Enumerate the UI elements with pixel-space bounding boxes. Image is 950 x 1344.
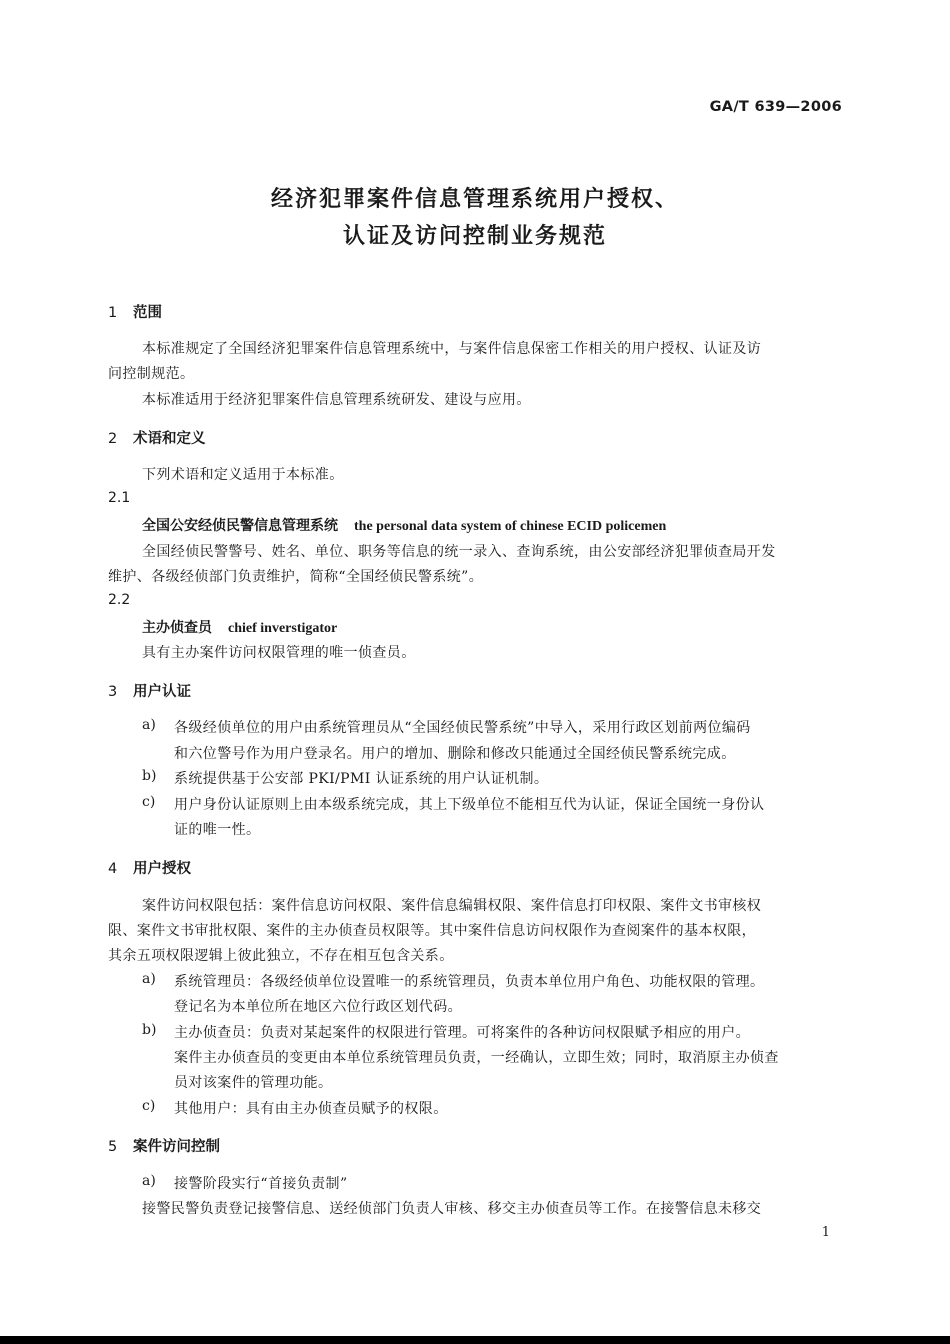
section-5-heading [108,1135,220,1156]
paragraph-line: 下列术语和定义适用于本标准。 [142,467,344,483]
term-chinese: 全国公安经侦民警信息管理系统 [142,518,338,534]
standard-number: GA/T 639—2006 [709,99,842,115]
paragraph-line: 限、案件文书审批权限、案件的主办侦查员权限等。其中案件信息访问权限作为查阅案件的基本权限， [108,923,756,939]
list-marker: c) [142,1098,156,1114]
list-marker: b) [142,768,157,784]
term-english: chief inverstigator [228,621,338,636]
paragraph-line: 维护、各级经侦部门负责维护，简称“全国经侦民警系统”。 [108,569,484,585]
document-title-line-2: 认证及访问控制业务规范 [342,224,607,249]
section-number: 4 [108,861,118,877]
term-english: the personal data system of chinese ECID policemen [354,519,667,534]
list-item-line: 登记名为本单位所在地区六位行政区划代码。 [174,999,462,1015]
section-title: 用户授权 [133,861,191,877]
section-title: 范围 [133,305,162,321]
section-2-heading [108,427,206,448]
document-title-line-1: 经济犯罪案件信息管理系统用户授权、 [270,187,679,212]
list-marker: c) [142,794,156,810]
list-item-line: 其他用户：具有由主办侦查员赋予的权限。 [174,1101,448,1117]
paragraph-line: 问控制规范。 [108,366,195,382]
list-marker: a) [142,717,156,733]
section-number: 5 [108,1139,118,1155]
section-title: 术语和定义 [133,431,206,447]
paragraph-line: 接警民警负责登记接警信息、送经侦部门负责人审核、移交主办侦查员等工作。在接警信息未移交 [142,1201,762,1217]
paragraph-line: 案件访问权限包括：案件信息访问权限、案件信息编辑权限、案件信息打印权限、案件文书审核权 [142,898,762,914]
list-item-line: 接警阶段实行“首接负责制” [174,1176,348,1192]
paragraph-line: 全国经侦民警警号、姓名、单位、职务等信息的统一录入、查询系统，由公安部经济犯罪侦查局开发 [142,544,776,560]
page-number: 1 [821,1225,830,1240]
list-item-line: 系统提供基于公安部 PKI/PMI 认证系统的用户认证机制。 [174,771,549,787]
list-item-line: 案件主办侦查员的变更由本单位系统管理员负责，一经确认，立即生效；同时，取消原主办侦查 [174,1050,779,1066]
paragraph-line: 具有主办案件访问权限管理的唯一侦查员。 [142,645,416,661]
section-title: 用户认证 [133,684,191,700]
term-number: 2.2 [108,592,131,608]
paragraph-line: 本标准适用于经济犯罪案件信息管理系统研发、建设与应用。 [142,392,531,408]
list-item-line: 系统管理员：各级经侦单位设置唯一的系统管理员，负责本单位用户角色、功能权限的管理。 [174,974,765,990]
bottom-border [0,1336,950,1344]
term-entry [142,617,337,637]
section-number: 2 [108,431,118,447]
term-number: 2.1 [108,490,131,506]
list-item-line: 和六位警号作为用户登录名。用户的增加、删除和修改只能通过全国经侦民警系统完成。 [174,746,736,762]
section-number: 3 [108,684,118,700]
list-marker: b) [142,1022,157,1038]
paragraph-line: 其余五项权限逻辑上彼此独立，不存在相互包含关系。 [108,948,454,964]
list-marker: a) [142,971,156,987]
section-number: 1 [108,305,118,321]
section-3-heading [108,680,191,701]
list-item-line: 各级经侦单位的用户由系统管理员从“全国经侦民警系统”中导入，采用行政区划前两位编码 [174,720,751,736]
section-1-heading [108,301,162,322]
list-item-line: 员对该案件的管理功能。 [174,1075,333,1091]
section-4-heading [108,857,191,878]
list-item-line: 主办侦查员：负责对某起案件的权限进行管理。可将案件的各种访问权限赋予相应的用户。 [174,1025,750,1041]
list-marker: a) [142,1173,156,1189]
paragraph-line: 本标准规定了全国经济犯罪案件信息管理系统中，与案件信息保密工作相关的用户授权、认证及访 [142,341,762,357]
term-chinese: 主办侦查员 [142,620,212,636]
list-item-line: 用户身份认证原则上由本级系统完成，其上下级单位不能相互代为认证，保证全国统一身份认 [174,797,765,813]
list-item-line: 证的唯一性。 [174,822,261,838]
section-title: 案件访问控制 [133,1139,220,1155]
term-entry [142,515,666,535]
